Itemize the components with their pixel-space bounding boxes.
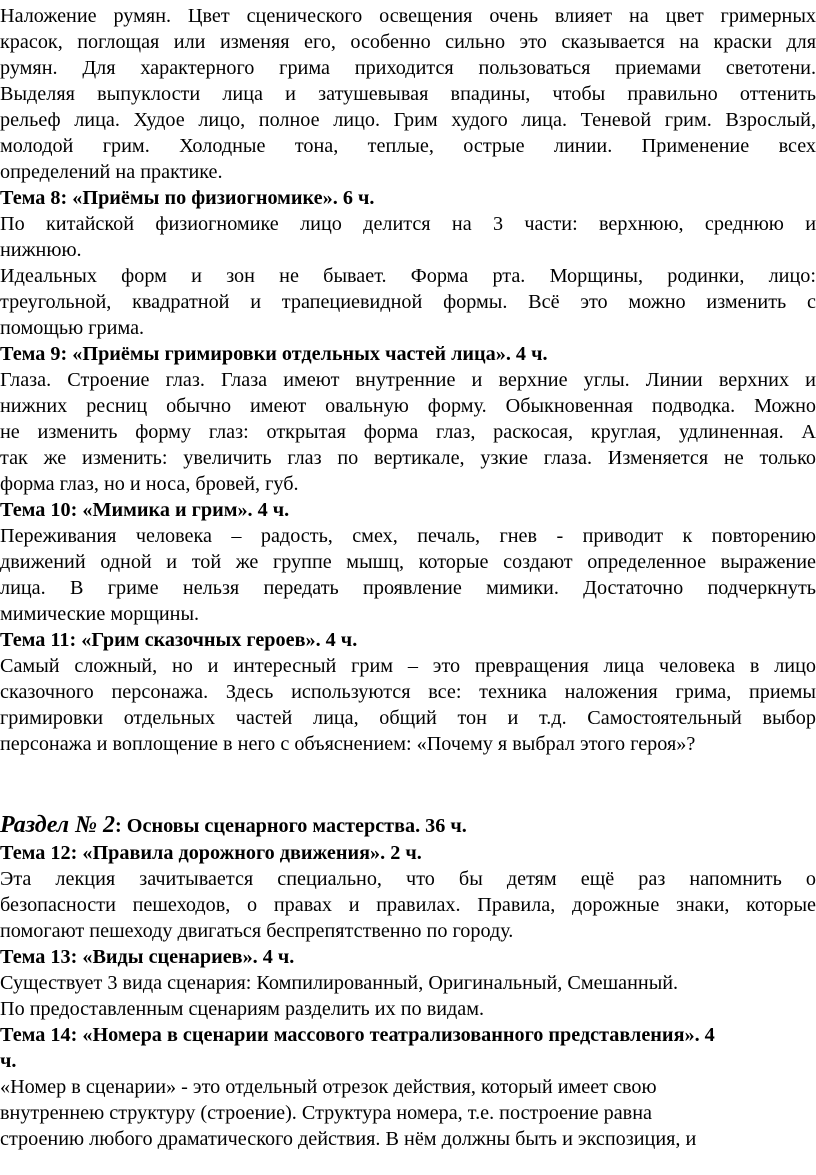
topic-13-line: Существует 3 вида сценария: Компилированный, Оригинальный, Смешанный. [0,972,679,994]
topic-10-heading: Тема 10: «Мимика и грим». 4 ч. [0,499,290,521]
intro-line: румян. Для характерного грима приходится пользоваться приемами светотени. [0,57,816,79]
topic-13-heading: Тема 13: «Виды сценариев». 4 ч. [0,946,295,968]
intro-line: рельеф лица. Худое лицо, полное лицо. Грим худого лица. Теневой грим. Взрослый, [0,109,816,131]
topic-14-line: внутреннею структуру (строение). Структура номера, т.е. построение равна [0,1102,652,1124]
topic-11-line: Самый сложный, но и интересный грим – это превращения лица человека в лицо [0,655,816,677]
topic-11-line: сказочного персонажа. Здесь используются все: техника наложения грима, приемы [0,681,816,703]
topic-14-line: строению любого драматического действия. В нём должны быть и экспозиция, и [0,1128,697,1150]
topic-11-line: гримировки отдельных частей лица, общий тон и т.д. Самостоятельный выбор [0,707,816,729]
topic-10-line: Переживания человека – радость, смех, печаль, гнев - приводит к повторению [0,525,816,547]
topic-9-line: не изменить форму глаз: открытая форма глаз, раскосая, круглая, удлиненная. А [0,421,816,443]
intro-line: Наложение румян. Цвет сценического освещения очень влияет на цвет гримерных [0,5,816,27]
topic-10-line: лица. В гриме нельзя передать проявление мимики. Достаточно подчеркнуть [0,577,816,599]
topic-8-line: треугольной, квадратной и трапециевидной формы. Всё это можно изменить с [0,291,816,313]
topic-8-heading: Тема 8: «Приёмы по физиогномике». 6 ч. [0,187,375,209]
section-2-label: Раздел № 2 [0,812,116,838]
topic-9-heading: Тема 9: «Приёмы гримировки отдельных частей лица». 4 ч. [0,343,548,365]
topic-9-line: форма глаз, но и носа, бровей, губ. [0,473,299,495]
topic-9-line: нижних ресниц обычно имеют овальную форму. Обыкновенная подводка. Можно [0,395,816,417]
topic-14-heading: Тема 14: «Номера в сценарии массового театрализованного представления». 4 [0,1024,715,1046]
topic-12-line: Эта лекция зачитывается специально, что бы детям ещё раз напомнить о [0,868,816,890]
topic-8-line: помощью грима. [0,317,145,339]
intro-line: красок, поглощая или изменяя его, особенно сильно это сказывается на краски для [0,31,816,53]
topic-14-heading-continuation: ч. [0,1050,17,1072]
section-2-title: : Основы сценарного мастерства. 36 ч. [115,815,467,837]
topic-8-line: По китайской физиогномике лицо делится на 3 части: верхнюю, среднюю и [0,213,816,235]
topic-11-line: персонажа и воплощение в него с объяснением: «Почему я выбрал этого героя»? [0,733,696,755]
topic-13-line: По предоставленным сценариям разделить их по видам. [0,998,485,1020]
topic-11-heading: Тема 11: «Грим сказочных героев». 4 ч. [0,629,358,651]
intro-line: определений на практике. [0,161,223,183]
topic-8-line: нижнюю. [0,239,82,261]
topic-8-line: Идеальных форм и зон не бывает. Форма рта. Морщины, родинки, лицо: [0,265,816,287]
topic-10-line: движений одной и той же группе мышц, которые создают определенное выражение [0,551,816,573]
intro-line: молодой грим. Холодные тона, теплые, острые линии. Применение всех [0,135,816,157]
topic-12-line: помогают пешеходу двигаться беспрепятственно по городу. [0,920,514,942]
topic-12-heading: Тема 12: «Правила дорожного движения». 2 ч. [0,842,422,864]
topic-9-line: Глаза. Строение глаз. Глаза имеют внутренние и верхние углы. Линии верхних и [0,369,816,391]
intro-line: Выделяя выпуклости лица и затушевывая впадины, чтобы правильно оттенить [0,83,816,105]
section-2-heading [0,810,816,841]
topic-9-line: так же изменить: увеличить глаз по вертикале, узкие глаза. Изменяется не только [0,447,816,469]
topic-12-line: безопасности пешеходов, о правах и правилах. Правила, дорожные знаки, которые [0,894,816,916]
topic-10-line: мимические морщины. [0,603,200,625]
topic-14-line: «Номер в сценарии» - это отдельный отрезок действия, который имеет свою [0,1076,657,1098]
